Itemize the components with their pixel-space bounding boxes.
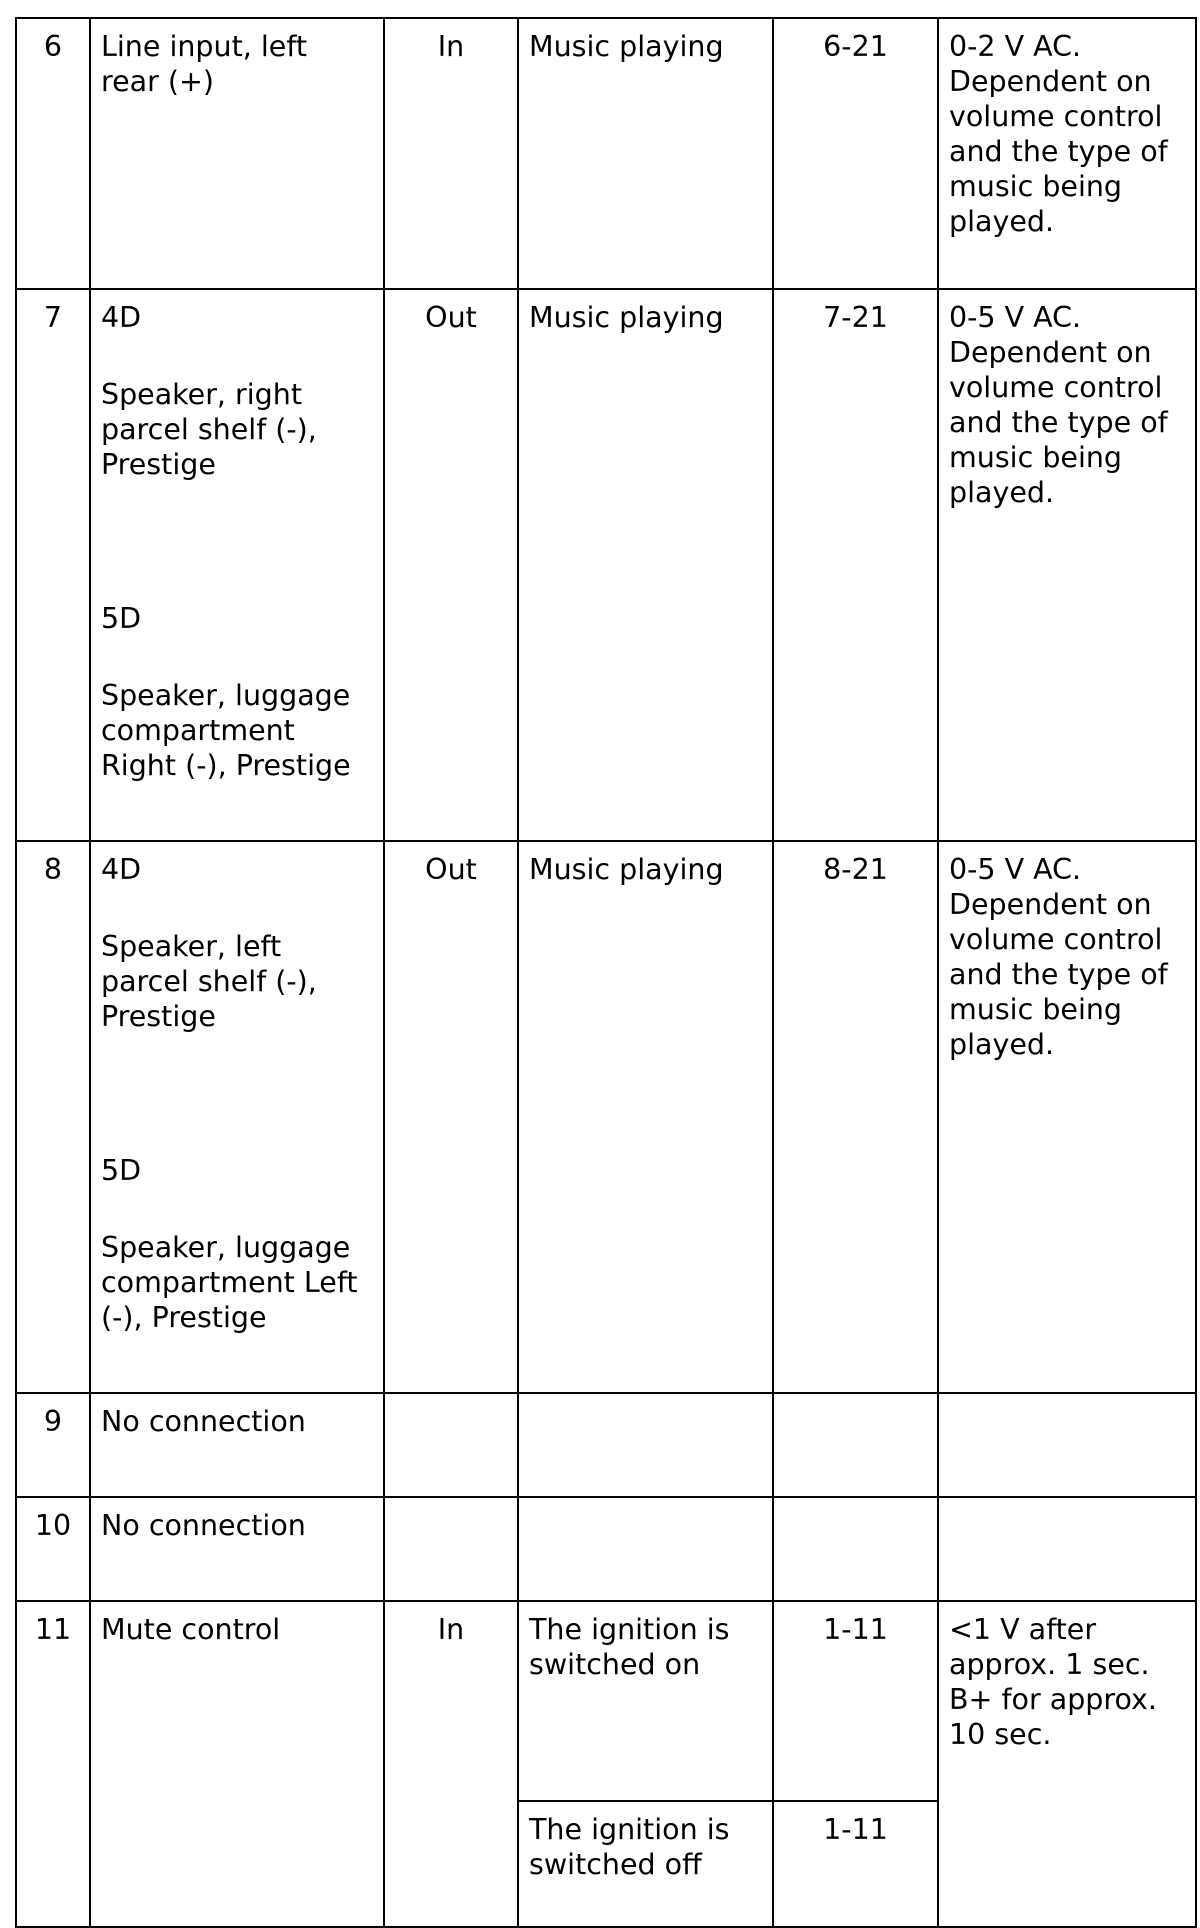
pin-description: Line input, left rear (+) bbox=[90, 18, 384, 289]
variant-label: 5D bbox=[101, 602, 142, 635]
expected-value: <1 V after approx. 1 sec. B+ for approx. 10 sec. bbox=[938, 1601, 1196, 1927]
pin-description: Mute control bbox=[90, 1601, 384, 1927]
pin-number: 11 bbox=[16, 1601, 90, 1927]
pin-description: No connection bbox=[90, 1393, 384, 1497]
pin-table bbox=[15, 17, 1197, 1928]
measure-points: 7-21 bbox=[773, 289, 938, 841]
measure-points: 6-21 bbox=[773, 18, 938, 289]
variant-label: 4D bbox=[101, 853, 142, 886]
pin-number: 9 bbox=[16, 1393, 90, 1497]
variant-description: Speaker, luggage compartment Left (-), Prestige bbox=[101, 1231, 358, 1334]
measure-points: 1-11 bbox=[773, 1801, 938, 1927]
pin-description: No connection bbox=[90, 1497, 384, 1601]
pin-number: 7 bbox=[16, 289, 90, 841]
measure-points bbox=[773, 1497, 938, 1601]
signal-direction: Out bbox=[384, 841, 518, 1393]
signal-direction: In bbox=[384, 1601, 518, 1927]
test-condition: Music playing bbox=[518, 841, 773, 1393]
variant-label: 5D bbox=[101, 1154, 142, 1187]
pin-number: 6 bbox=[16, 18, 90, 289]
signal-direction: Out bbox=[384, 289, 518, 841]
pin-number: 10 bbox=[16, 1497, 90, 1601]
test-condition: The ignition is switched on bbox=[518, 1601, 773, 1801]
variant-description: Speaker, luggage compartment Right (-), Prestige bbox=[101, 679, 351, 782]
expected-value bbox=[938, 1393, 1196, 1497]
expected-value bbox=[938, 1497, 1196, 1601]
expected-value: 0-5 V AC. Dependent on volume control and the type of music being played. bbox=[938, 289, 1196, 841]
table-row bbox=[16, 289, 1196, 841]
pin-description bbox=[90, 289, 384, 841]
variant-description: Speaker, left parcel shelf (-), Prestige bbox=[101, 930, 317, 1033]
test-condition: The ignition is switched off bbox=[518, 1801, 773, 1927]
test-condition bbox=[518, 1497, 773, 1601]
signal-direction: In bbox=[384, 18, 518, 289]
table-row bbox=[16, 1601, 1196, 1801]
table-row bbox=[16, 1393, 1196, 1497]
pin-description bbox=[90, 841, 384, 1393]
signal-direction bbox=[384, 1393, 518, 1497]
pin-number: 8 bbox=[16, 841, 90, 1393]
measure-points: 1-11 bbox=[773, 1601, 938, 1801]
test-condition: Music playing bbox=[518, 289, 773, 841]
measure-points: 8-21 bbox=[773, 841, 938, 1393]
table-row bbox=[16, 1497, 1196, 1601]
measure-points bbox=[773, 1393, 938, 1497]
variant-description: Speaker, right parcel shelf (-), Prestige bbox=[101, 378, 317, 481]
test-condition: Music playing bbox=[518, 18, 773, 289]
expected-value: 0-5 V AC. Dependent on volume control and the type of music being played. bbox=[938, 841, 1196, 1393]
expected-value: 0-2 V AC. Dependent on volume control and the type of music being played. bbox=[938, 18, 1196, 289]
table-row bbox=[16, 18, 1196, 289]
test-condition bbox=[518, 1393, 773, 1497]
variant-label: 4D bbox=[101, 301, 142, 334]
table-row bbox=[16, 841, 1196, 1393]
signal-direction bbox=[384, 1497, 518, 1601]
